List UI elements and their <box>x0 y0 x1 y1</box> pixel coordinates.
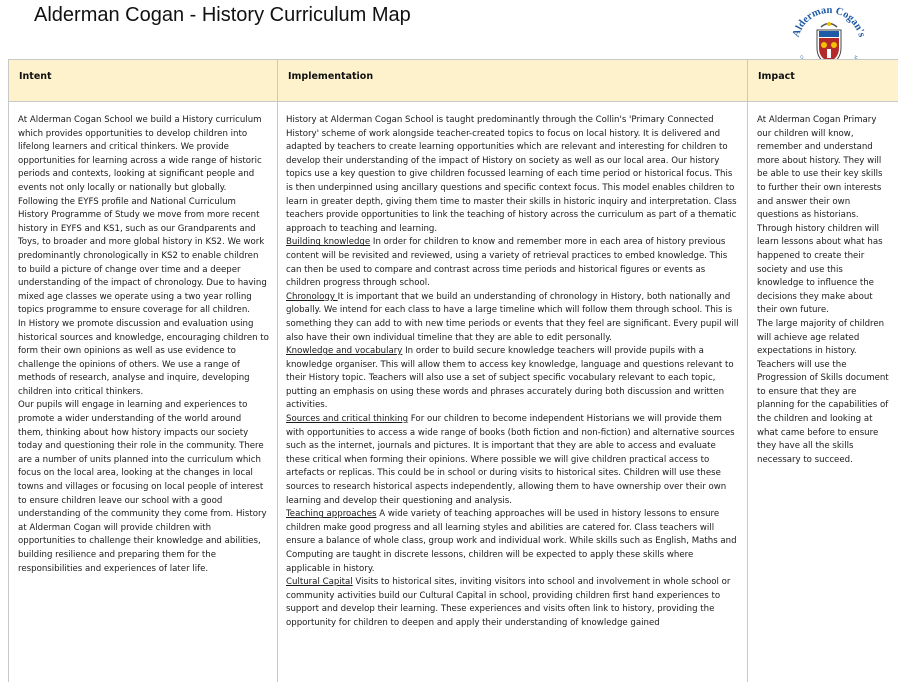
impact-header: Impact <box>748 60 898 102</box>
teaching-approaches-section <box>286 508 739 576</box>
section-text: A wide variety of teaching approaches will be used in history lessons to ensure children make good progress and all learning styles and abilities are catered for. Class teachers will ensure a balance of whole class, group work and individual work. While skills such as English, Maths and Computing are taught in discrete lessons, children will be expected to apply these skills where applicable in history. <box>286 509 737 574</box>
intent-paragraph: Our pupils will engage in learning and experiences to promote a wider understanding of the world around them, thinking about how history impacts our society today and questioning their role in the community. There are a number of units planned into the curriculum which focus on the local area, looking at the changes in local towns and villages or focusing on local people of interest to ensure children leave our school with a good understanding of the community they come from. History at Alderman Cogan will provide children with opportunities to challenge their knowledge and abilities, building resilience and preparing them for the responsibilities and experiences of later life. <box>18 400 267 574</box>
section-text: In order to build secure knowledge teachers will provide pupils with a knowledge organiser. This will allow them to access key knowledge, language and questions relevant to their History topic. Teachers will also use a set of subject specific vocabulary relevant to each topic, putting an emphasis on using these words and phrases accurately during both discussion and written activities. <box>286 346 734 411</box>
section-text: It is important that we build an understanding of chronology in History, both nationally and globally. We intend for each class to have a large timeline which will follow them through school. This is something they can add to with new time periods or events that they feel are significant. Every pupil will also have their own individual timeline that they are able to edit personally. <box>286 291 739 343</box>
impact-paragraph: At Alderman Cogan Primary our children will know, remember and understand more about history. They will be able to use their key skills to further their own interests and answer their own questions as historians. Through history children will learn lessons about what has happened to create their society and use this knowledge to influence the decisions they make about their own future. <box>757 115 883 316</box>
implementation-cell <box>278 102 748 682</box>
section-text: In order for children to know and remember more in each area of history previous content will be revisited and reviewed, using a variety of retrieval practices to embed knowledge. This can then be used to compare and contrast across time periods and historical figures or events as children progress through school. <box>286 237 728 289</box>
logo-bottom-text: C Y <box>799 54 859 59</box>
intent-header: Intent <box>8 60 278 102</box>
implementation-header: Implementation <box>278 60 748 102</box>
section-heading: Teaching approaches <box>286 509 377 520</box>
cultural-capital-section <box>286 576 739 630</box>
intent-cell <box>8 102 278 682</box>
section-text: Visits to historical sites, inviting visitors into school and involvement in whole school or community activities build our Cultural Capital in school, providing children first hand experiences to support and develop their learning. These experiences and visits often link to history, providing the opportunity for children to deepen and apply their understanding of knowledge gained <box>286 577 731 628</box>
building-knowledge-section <box>286 236 739 290</box>
implementation-intro: History at Alderman Cogan School is taught predominantly through the Collin's 'Primary Connected History' scheme of work alongside teacher-created topics to focus on local history. It is delivered and adapted by teachers to create learning opportunities which are relevant and interesting for children to develop their understanding of the impact of History on society as well as our local area. Our history topics use a key question to give children focussed learning of each time period or historical focus. This is then underpinned using ancillary questions and specific context focus. This model enables children to learn in greater depth, giving them time to master their skills in historic inquiry and interpretation. Class teachers provide opportunities to link the teaching of history across the curriculum as part of a thematic approach to teaching and learning. <box>286 115 737 234</box>
page-title: Alderman Cogan - History Curriculum Map <box>34 4 411 26</box>
section-heading: Knowledge and vocabulary <box>286 346 403 357</box>
section-heading: Sources and critical thinking <box>286 414 409 425</box>
knowledge-vocabulary-section <box>286 345 739 413</box>
curriculum-table <box>8 59 898 680</box>
section-text: For our children to become independent Historians we will provide them with opportunities to access a wide range of books (both fiction and non-fiction) and alternative sources such as the internet, journals and pictures. It is important that they are able to access and evaluate these critical when forming their opinions. Where possible we will give children practical access to artefacts or replicas. This could be in school or during visits to historical sites. Children will use these sources to research historical aspects independently, allowing them to have ownership over their own learning and develop their questioning and analysis. <box>286 414 735 506</box>
intent-paragraph: At Alderman Cogan School we build a History curriculum which provides opportunities to develop children into lifelong learners and critical thinkers. We provide opportunities for learning across a wide range of historic periods and contexts, looking at significant people and events not only locally or nationally but globally. Following the EYFS profile and National Curriculum History Programme of Study we move from more recent history in EYFS and KS1, such as our Grandparents and Toys, to broader and more global history in KS2. We work predominantly chronologically in KS2 to enable children to build a picture of change over time and a deeper understanding of the impact of chronology. Due to having mixed age classes we operate using a two year rolling topics programme to ensure coverage for all children. <box>18 115 267 316</box>
intent-paragraph: In History we promote discussion and evaluation using historical sources and knowledge, encouraging children to form their own opinions as well as use evidence to challenge the opinions of others. We use a range of methods of research, analyse and inquire, developing children into critical thinkers. <box>18 318 269 397</box>
impact-paragraph: The large majority of children will achieve age related expectations in history. Teachers will use the Progression of Skills document to ensure that they are planning for the capabilities of the children and looking at what came before to ensure they have all the skills necessary to succeed. <box>757 318 889 465</box>
sources-critical-thinking-section <box>286 413 739 508</box>
section-heading: Building knowledge <box>286 237 371 248</box>
chronology-section <box>286 291 739 345</box>
section-heading: Chronology <box>286 291 338 302</box>
logo-top-text: Alderman Cogan's <box>790 4 868 39</box>
impact-cell <box>748 102 898 682</box>
section-heading: Cultural Capital <box>286 577 353 588</box>
